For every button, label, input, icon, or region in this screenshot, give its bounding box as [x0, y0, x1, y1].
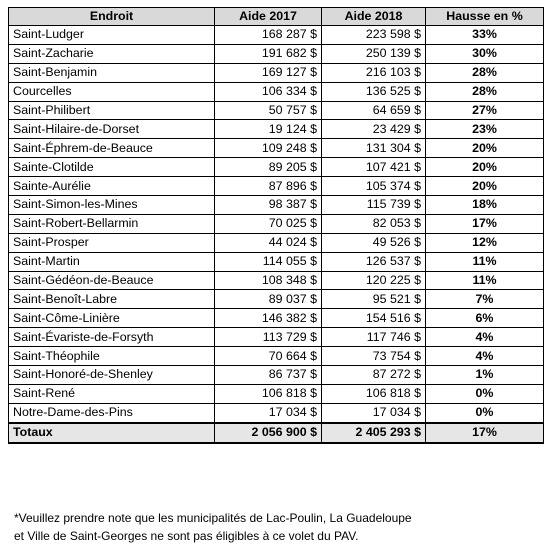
table-row: [9, 347, 544, 366]
cell-hausse: 4%: [426, 347, 544, 366]
cell-aide-2017: 106 818 $: [215, 384, 322, 403]
table-row: [9, 63, 544, 82]
cell-hausse: 28%: [426, 63, 544, 82]
cell-aide-2017: 86 737 $: [215, 366, 322, 385]
cell-endroit: Saint-Évariste-de-Forsyth: [9, 328, 215, 347]
table-row: [9, 82, 544, 101]
table-row: [9, 177, 544, 196]
cell-aide-2017: 113 729 $: [215, 328, 322, 347]
cell-aide-2017: 106 334 $: [215, 82, 322, 101]
cell-hausse: 1%: [426, 366, 544, 385]
cell-aide-2017: 114 055 $: [215, 252, 322, 271]
cell-aide-2018: 23 429 $: [322, 120, 426, 139]
table-row: [9, 139, 544, 158]
cell-aide-2018: 117 746 $: [322, 328, 426, 347]
header-row: [9, 8, 544, 26]
table-row: [9, 233, 544, 252]
cell-hausse: 11%: [426, 252, 544, 271]
table-row: [9, 328, 544, 347]
table-row: [9, 196, 544, 215]
header-aide-2018: Aide 2018: [322, 8, 426, 26]
cell-hausse: 6%: [426, 309, 544, 328]
cell-aide-2017: 169 127 $: [215, 63, 322, 82]
cell-aide-2018: 136 525 $: [322, 82, 426, 101]
cell-aide-2018: 82 053 $: [322, 214, 426, 233]
cell-aide-2017: 146 382 $: [215, 309, 322, 328]
cell-hausse: 27%: [426, 101, 544, 120]
cell-endroit: Saint-Hilaire-de-Dorset: [9, 120, 215, 139]
cell-endroit: Saint-Prosper: [9, 233, 215, 252]
footnote-line-1: *Veuillez prendre note que les municipalités de Lac-Poulin, La Guadeloupe: [14, 511, 412, 525]
cell-aide-2018: 49 526 $: [322, 233, 426, 252]
cell-aide-2017: 44 024 $: [215, 233, 322, 252]
header-endroit: Endroit: [9, 8, 215, 26]
cell-aide-2017: 70 025 $: [215, 214, 322, 233]
cell-aide-2018: 17 034 $: [322, 403, 426, 422]
cell-hausse: 17%: [426, 214, 544, 233]
cell-endroit: Saint-Ludger: [9, 26, 215, 45]
cell-hausse: 30%: [426, 44, 544, 63]
cell-aide-2017: 191 682 $: [215, 44, 322, 63]
cell-endroit: Saint-Robert-Bellarmin: [9, 214, 215, 233]
aid-table-container: [8, 7, 543, 444]
aid-table: [8, 7, 544, 444]
total-row: [9, 423, 544, 443]
cell-endroit: Saint-Simon-les-Mines: [9, 196, 215, 215]
total-aide-2017: 2 056 900 $: [215, 423, 322, 443]
cell-aide-2017: 109 248 $: [215, 139, 322, 158]
cell-aide-2018: 223 598 $: [322, 26, 426, 45]
cell-aide-2017: 19 124 $: [215, 120, 322, 139]
header-aide-2017: Aide 2017: [215, 8, 322, 26]
cell-hausse: 0%: [426, 403, 544, 422]
cell-hausse: 0%: [426, 384, 544, 403]
cell-endroit: Saint-Théophile: [9, 347, 215, 366]
footnote-line-2: et Ville de Saint-Georges ne sont pas éligibles à ce volet du PAV.: [14, 529, 359, 543]
cell-endroit: Saint-Martin: [9, 252, 215, 271]
cell-endroit: Sainte-Clotilde: [9, 158, 215, 177]
cell-endroit: Saint-Éphrem-de-Beauce: [9, 139, 215, 158]
cell-hausse: 20%: [426, 139, 544, 158]
table-row: [9, 252, 544, 271]
cell-endroit: Saint-René: [9, 384, 215, 403]
cell-aide-2017: 168 287 $: [215, 26, 322, 45]
table-row: [9, 309, 544, 328]
table-row: [9, 214, 544, 233]
cell-endroit: Saint-Benjamin: [9, 63, 215, 82]
cell-endroit: Sainte-Aurélie: [9, 177, 215, 196]
table-row: [9, 290, 544, 309]
footnote: [14, 509, 544, 545]
cell-aide-2018: 73 754 $: [322, 347, 426, 366]
header-hausse: Hausse en %: [426, 8, 544, 26]
cell-aide-2018: 87 272 $: [322, 366, 426, 385]
table-row: [9, 26, 544, 45]
cell-hausse: 11%: [426, 271, 544, 290]
table-row: [9, 120, 544, 139]
cell-endroit: Saint-Côme-Linière: [9, 309, 215, 328]
cell-aide-2018: 107 421 $: [322, 158, 426, 177]
cell-aide-2017: 50 757 $: [215, 101, 322, 120]
cell-aide-2018: 106 818 $: [322, 384, 426, 403]
table-row: [9, 384, 544, 403]
cell-aide-2017: 17 034 $: [215, 403, 322, 422]
cell-aide-2018: 250 139 $: [322, 44, 426, 63]
cell-aide-2017: 89 205 $: [215, 158, 322, 177]
cell-aide-2018: 131 304 $: [322, 139, 426, 158]
cell-aide-2017: 98 387 $: [215, 196, 322, 215]
cell-hausse: 7%: [426, 290, 544, 309]
cell-endroit: Saint-Philibert: [9, 101, 215, 120]
cell-aide-2017: 87 896 $: [215, 177, 322, 196]
cell-aide-2018: 216 103 $: [322, 63, 426, 82]
cell-aide-2017: 89 037 $: [215, 290, 322, 309]
cell-hausse: 20%: [426, 158, 544, 177]
cell-hausse: 12%: [426, 233, 544, 252]
total-aide-2018: 2 405 293 $: [322, 423, 426, 443]
cell-aide-2018: 64 659 $: [322, 101, 426, 120]
table-row: [9, 403, 544, 422]
table-row: [9, 101, 544, 120]
cell-hausse: 20%: [426, 177, 544, 196]
cell-hausse: 28%: [426, 82, 544, 101]
cell-aide-2017: 108 348 $: [215, 271, 322, 290]
cell-aide-2018: 95 521 $: [322, 290, 426, 309]
cell-hausse: 4%: [426, 328, 544, 347]
cell-endroit: Courcelles: [9, 82, 215, 101]
total-hausse: 17%: [426, 423, 544, 443]
cell-endroit: Saint-Zacharie: [9, 44, 215, 63]
table-header: [9, 8, 544, 26]
cell-aide-2018: 154 516 $: [322, 309, 426, 328]
cell-hausse: 33%: [426, 26, 544, 45]
cell-endroit: Saint-Honoré-de-Shenley: [9, 366, 215, 385]
cell-hausse: 18%: [426, 196, 544, 215]
cell-endroit: Saint-Gédéon-de-Beauce: [9, 271, 215, 290]
table-row: [9, 44, 544, 63]
cell-aide-2018: 115 739 $: [322, 196, 426, 215]
cell-aide-2017: 70 664 $: [215, 347, 322, 366]
table-row: [9, 271, 544, 290]
cell-aide-2018: 126 537 $: [322, 252, 426, 271]
table-row: [9, 158, 544, 177]
table-footer: [9, 423, 544, 443]
cell-aide-2018: 105 374 $: [322, 177, 426, 196]
cell-hausse: 23%: [426, 120, 544, 139]
table-body: [9, 26, 544, 423]
table-row: [9, 366, 544, 385]
total-label: Totaux: [9, 423, 215, 443]
cell-aide-2018: 120 225 $: [322, 271, 426, 290]
cell-endroit: Saint-Benoît-Labre: [9, 290, 215, 309]
cell-endroit: Notre-Dame-des-Pins: [9, 403, 215, 422]
